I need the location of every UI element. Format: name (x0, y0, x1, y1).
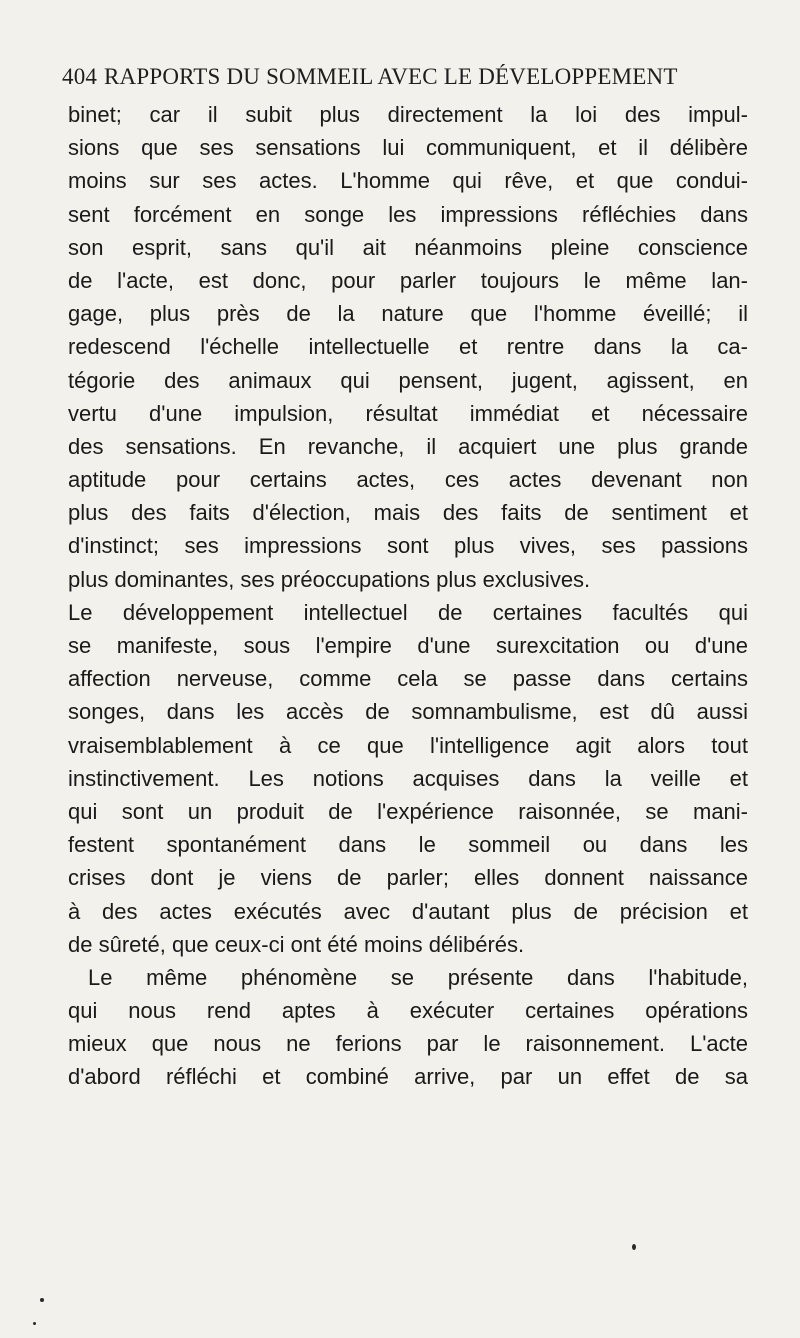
ink-speck (632, 1244, 636, 1250)
text-line: instinctivement. Les notions acquises dans la veille et (68, 765, 748, 791)
text-line: vertu d'une impulsion, résultat immédiat et nécessaire (68, 400, 748, 426)
text-line: plus des faits d'élection, mais des faits de sentiment et (68, 500, 748, 526)
text-line: d'instinct; ses impressions sont plus vives, ses passions (68, 533, 748, 559)
text-line: crises dont je viens de parler; elles donnent naissance (68, 865, 748, 891)
text-line: mieux que nous ne ferions par le raisonnement. L'acte (68, 1031, 748, 1057)
text-line: des sensations. En revanche, il acquiert une plus grande (68, 433, 748, 459)
text-line: sions que ses sensations lui communiquent, et il délibère (68, 135, 748, 161)
text-line: à des actes exécutés avec d'autant plus de précision et (68, 898, 748, 924)
text-line: moins sur ses actes. L'homme qui rêve, et que condui- (68, 168, 748, 194)
ink-speck (33, 1322, 36, 1325)
text-line: tégorie des animaux qui pensent, jugent, agissent, en (68, 367, 748, 393)
text-line: se manifeste, sous l'empire d'une surexcitation ou d'une (68, 633, 748, 658)
text-line: qui sont un produit de l'expérience raisonnée, se mani- (68, 798, 748, 824)
page-number: 404 (62, 64, 98, 89)
running-head (62, 64, 742, 90)
text-line: Le même phénomène se présente dans l'habitude, (88, 964, 748, 990)
text-line: affection nerveuse, comme cela se passe dans certains (68, 666, 748, 692)
text-line: Le développement intellectuel de certaines facultés qui (68, 599, 748, 625)
text-line: songes, dans les accès de somnambulisme, est dû aussi (68, 699, 748, 725)
text-line: plus dominantes, ses préoccupations plus exclusives. (68, 566, 591, 592)
body-text (68, 98, 748, 1094)
text-line: sent forcément en songe les impressions réfléchies dans (68, 201, 748, 227)
text-line: binet; car il subit plus directement la loi des impul- (68, 102, 748, 127)
text-line: de l'acte, est donc, pour parler toujours le même lan- (68, 267, 748, 293)
running-title: RAPPORTS DU SOMMEIL AVEC LE DÉVELOPPEMENT (104, 64, 678, 89)
text-line: qui nous rend aptes à exécuter certaines opérations (68, 998, 748, 1024)
text-line: gage, plus près de la nature que l'homme éveillé; il (68, 301, 748, 327)
text-line: redescend l'échelle intellectuelle et rentre dans la ca- (68, 334, 748, 360)
text-line: de sûreté, que ceux-ci ont été moins délibérés. (68, 931, 525, 957)
text-line: d'abord réfléchi et combiné arrive, par un effet de sa (68, 1064, 748, 1090)
text-line: aptitude pour certains actes, ces actes devenant non (68, 467, 748, 493)
ink-speck (40, 1298, 44, 1302)
text-line: vraisemblablement à ce que l'intelligence agit alors tout (68, 732, 748, 758)
text-line: festent spontanément dans le sommeil ou dans les (68, 832, 748, 858)
text-line: son esprit, sans qu'il ait néanmoins pleine conscience (68, 234, 748, 260)
